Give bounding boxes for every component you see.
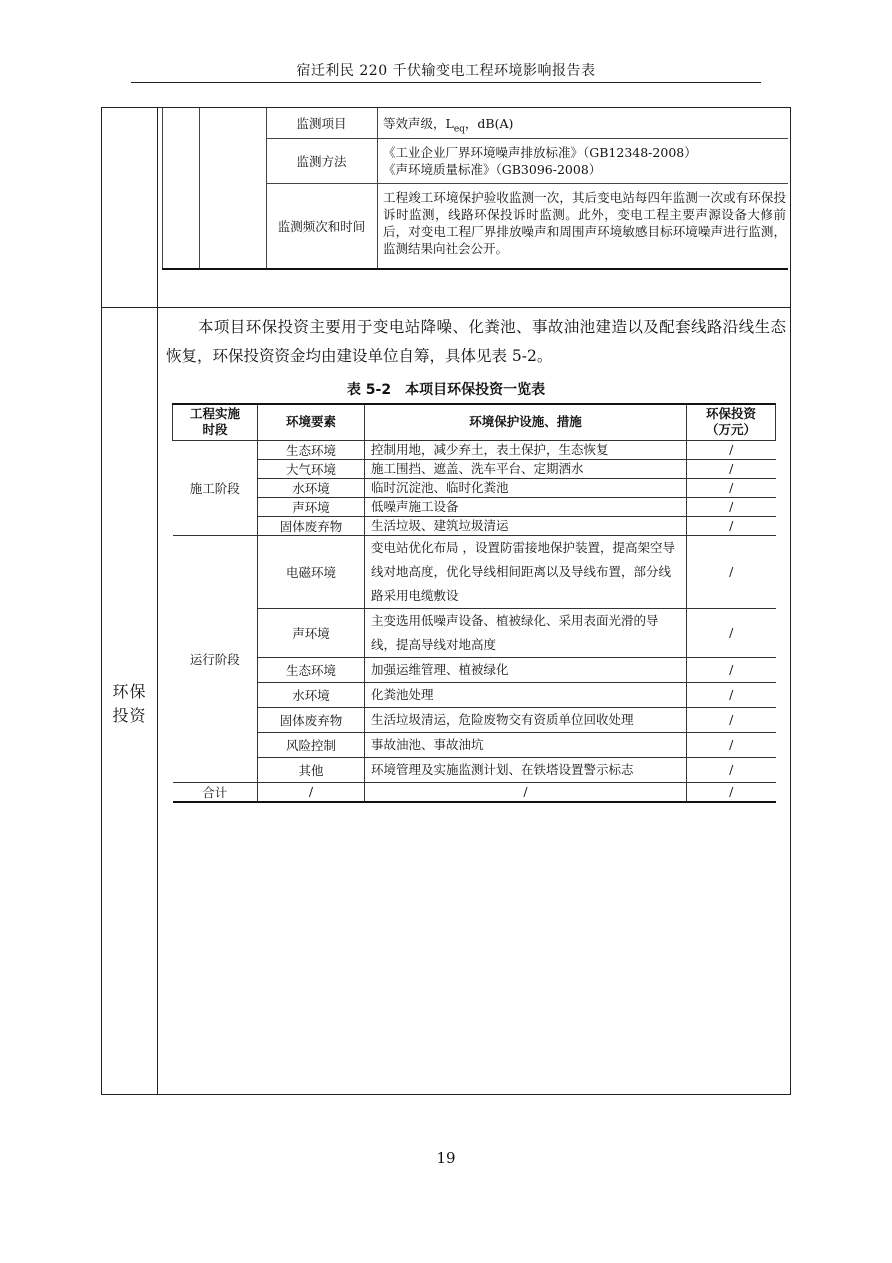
header-measure: 环境保护设施、措施 — [365, 404, 687, 440]
element-cell: 风险控制 — [258, 732, 365, 757]
header-stage: 工程实施 时段 — [173, 404, 258, 440]
table-total-row — [173, 782, 776, 802]
section-label-line-1: 环保 — [112, 682, 147, 701]
element-cell: 固体废弃物 — [258, 516, 365, 535]
monitor-bottom-rule — [162, 268, 788, 270]
monitor-row-line-2 — [266, 183, 788, 184]
table-caption: 表 5-2 本项目环保投资一览表 — [346, 382, 546, 398]
monitor-method-line-1: 《工业企业厂界环境噪声排放标准》（GB12348-2008） — [383, 145, 697, 160]
element-cell: 固体废弃物 — [258, 707, 365, 732]
measure-cell: 生活垃圾、建筑垃圾清运 — [365, 516, 687, 535]
investment-table — [172, 403, 776, 803]
section-label-investment — [102, 680, 157, 728]
cost-cell: / — [687, 608, 776, 657]
table-row — [173, 657, 776, 682]
measure-cell: 主变选用低噪声设备、植被绿化、采用表面光滑的导线，提高导线对地高度 — [365, 608, 687, 657]
section-separator — [101, 307, 791, 308]
cost-cell: / — [687, 497, 776, 516]
cost-cell: / — [687, 682, 776, 707]
cost-cell: / — [687, 732, 776, 757]
monitor-method-line-2: 《声环境质量标准》（GB3096-2008） — [383, 162, 602, 177]
measure-cell: 低噪声施工设备 — [365, 497, 687, 516]
measure-cell: 加强运维管理、植被绿化 — [365, 657, 687, 682]
measure-cell: 变电站优化布局 ，设置防雷接地保护装置，提高架空导线对地高度，优化导线相间距离以及导线布置，部分线路采用电缆敷设 — [365, 535, 687, 608]
total-measure: / — [365, 782, 687, 802]
total-label: 合计 — [173, 782, 258, 802]
table-row — [173, 707, 776, 732]
element-cell: 生态环境 — [258, 657, 365, 682]
header-cost: 环保投资 （万元） — [687, 404, 776, 440]
cost-cell: / — [687, 516, 776, 535]
measure-cell: 控制用地，减少弃土，表土保护，生态恢复 — [365, 440, 687, 459]
investment-paragraph: 本项目环保投资主要用于变电站降噪、化粪池、事故油池建造以及配套线路沿线生态恢复，环保投资资金均由建设单位自筹，具体见表 5-2。 — [166, 318, 786, 365]
table-row — [173, 757, 776, 782]
monitor-col-line-1 — [162, 108, 163, 269]
monitor-frequency-label: 监测频次和时间 — [277, 219, 366, 234]
element-cell: 其他 — [258, 757, 365, 782]
table-row — [173, 459, 776, 478]
monitor-item-value: 等效声级，$L_{eq}$，dB(A) — [383, 116, 514, 135]
element-cell: 声环境 — [258, 608, 365, 657]
measure-cell: 临时沉淀池、临时化粪池 — [365, 478, 687, 497]
cost-cell: / — [687, 757, 776, 782]
table-row — [173, 608, 776, 657]
table-row — [173, 440, 776, 459]
measure-cell: 事故油池、事故油坑 — [365, 732, 687, 757]
monitor-method-label: 监测方法 — [296, 154, 347, 169]
monitor-col-line-2 — [199, 108, 200, 269]
measure-cell: 施工围挡、遮盖、洗车平台、定期洒水 — [365, 459, 687, 478]
monitor-item-label: 监测项目 — [296, 116, 347, 131]
table-header-row — [173, 404, 776, 440]
measure-cell: 生活垃圾清运，危险废物交有资质单位回收处理 — [365, 707, 687, 732]
table-row — [173, 516, 776, 535]
table-row — [173, 682, 776, 707]
stage-construction: 施工阶段 — [173, 440, 258, 535]
monitor-frequency-value: 工程竣工环境保护验收监测一次，其后变电站每四年监测一次或有环保投诉时监测，线路环保投诉时监测。此外，变电工程主要声源设备大修前后，对变电工程厂界排放噪声和周围声环境敏感目标环境噪声进行监测，监测结果向社会公开。 — [383, 190, 786, 256]
cost-cell: / — [687, 440, 776, 459]
total-element: / — [258, 782, 365, 802]
header-element: 环境要素 — [258, 404, 365, 440]
element-cell: 电磁环境 — [258, 535, 365, 608]
element-cell: 大气环境 — [258, 459, 365, 478]
table-row — [173, 478, 776, 497]
element-cell: 水环境 — [258, 478, 365, 497]
measure-cell: 环境管理及实施监测计划、在铁塔设置警示标志 — [365, 757, 687, 782]
total-cost: / — [687, 782, 776, 802]
element-cell: 水环境 — [258, 682, 365, 707]
element-cell: 声环境 — [258, 497, 365, 516]
table-row — [173, 732, 776, 757]
cost-cell: / — [687, 478, 776, 497]
cost-cell: / — [687, 657, 776, 682]
page-number: 19 — [436, 1149, 456, 1167]
table-row — [173, 497, 776, 516]
stage-operation: 运行阶段 — [173, 535, 258, 782]
header-title: 宿迁利民 220 千伏输变电工程环境影响报告表 — [296, 63, 596, 79]
cost-cell: / — [687, 459, 776, 478]
section-label-line-2: 投资 — [112, 706, 147, 725]
monitor-col-line-3 — [266, 108, 267, 269]
cost-cell: / — [687, 707, 776, 732]
cost-cell: / — [687, 535, 776, 608]
category-column-divider — [157, 107, 158, 1095]
table-row — [173, 535, 776, 608]
measure-cell: 化粪池处理 — [365, 682, 687, 707]
element-cell: 生态环境 — [258, 440, 365, 459]
monitor-col-line-4 — [377, 108, 378, 269]
header-rule — [131, 82, 761, 83]
